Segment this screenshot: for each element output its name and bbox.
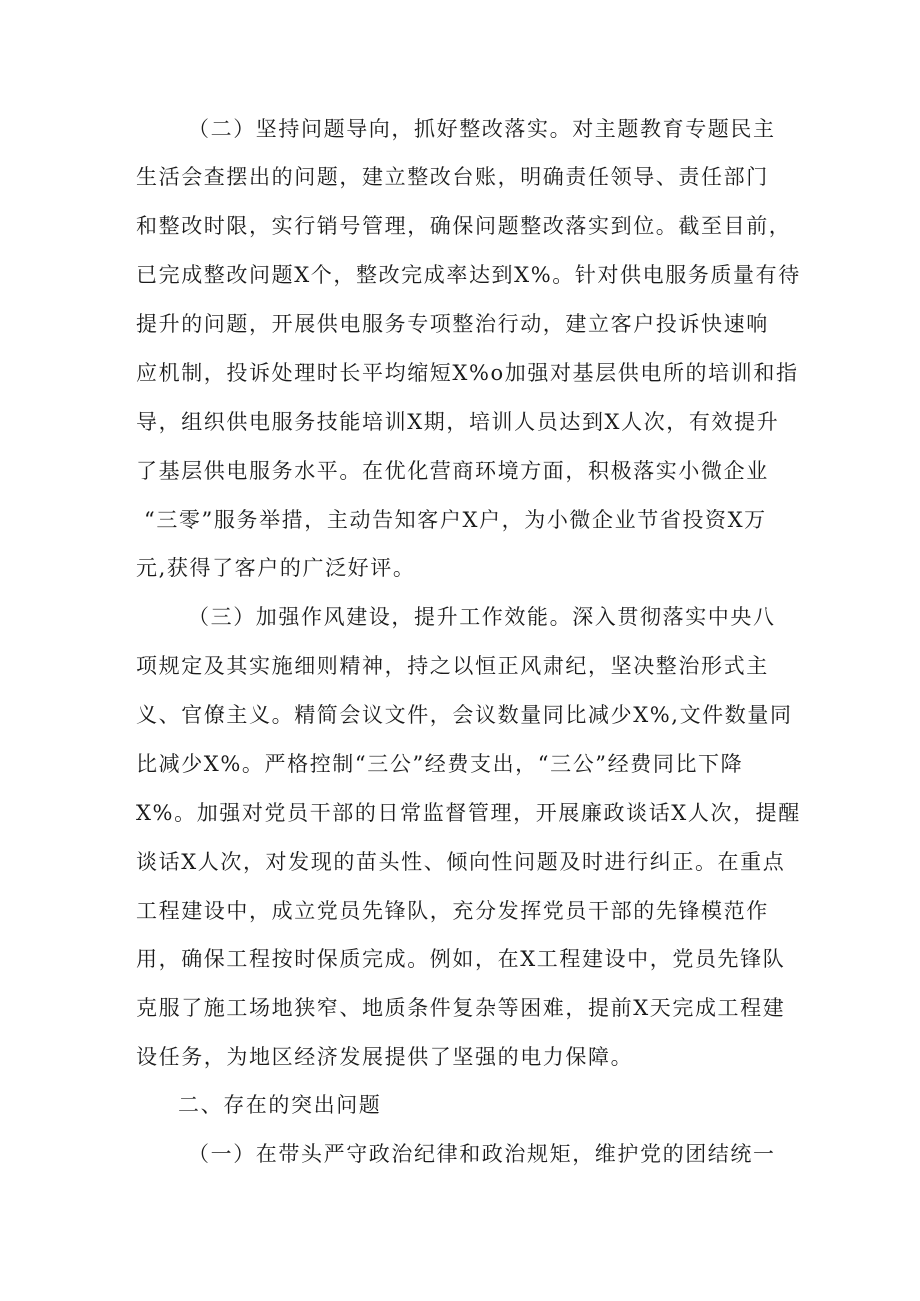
section-heading: 二、存在的突出问题 (178, 1093, 382, 1117)
para3-line-03: 义、官僚主义。精简会议文件，会议数量同比减少X%,文件数量同 (136, 703, 793, 727)
para3-line-09: 克服了施工场地狭窄、地质条件复杂等困难，提前X天完成工程建 (136, 996, 786, 1020)
para2-line-07: 导，组织供电服务技能培训X期，培训人员达到X人次，有效提升 (136, 410, 780, 434)
para2-line-02: 生活会查摆出的问题，建立整改台账，明确责任领导、责任部门 (136, 165, 769, 189)
para2-line-03: 和整改时限，实行销号管理，确保问题整改落实到位。截至目前， (136, 214, 792, 238)
para3-line-08: 用，确保工程按时保质完成。例如，在X工程建设中，党员先锋队 (136, 947, 786, 971)
para3-line-07: 工程建设中，成立党员先锋队，充分发挥党员干部的先锋模范作 (136, 899, 769, 923)
para3-line-02: 项规定及其实施细则精神，持之以恒正风肃纪，坚决整治形式主 (136, 654, 769, 678)
subsection-line-01: （一）在带头严守政治纪律和政治规矩，维护党的团结统一 (188, 1142, 776, 1166)
para2-line-04: 已完成整改问题X个，整改完成率达到X%。针对供电服务质量有待 (136, 263, 801, 287)
para2-line-09: “三零”服务举措，主动告知客户X户，为小微企业节省投资X万 (144, 508, 767, 532)
para2-line-08: 了基层供电服务水平。在优化营商环境方面，积极落实小微企业 (136, 459, 769, 483)
para3-line-01: （三）加强作风建设，提升工作效能。深入贯彻落实中央八 (188, 605, 776, 629)
para2-line-06: 应机制，投诉处理时长平均缩短X%o加强对基层供电所的培训和指 (136, 361, 799, 385)
para3-line-10: 设任务，为地区经济发展提供了坚强的电力保障。 (136, 1045, 634, 1069)
para3-line-05: X%。加强对党员干部的日常监督管理，开展廉政谈话X人次，提醒 (136, 801, 801, 825)
para2-line-10: 元,获得了客户的广泛好评。 (136, 556, 416, 580)
para3-line-06: 谈话X人次，对发现的苗头性、倾向性问题及时进行纠正。在重点 (136, 850, 786, 874)
para2-line-05: 提升的问题，开展供电服务专项整治行动，建立客户投诉快速响 (136, 312, 769, 336)
para3-line-04: 比减少X%。严格控制“三公”经费支出，“三公”经费同比下降 (136, 752, 744, 776)
para2-line-01: （二）坚持问题导向，抓好整改落实。对主题教育专题民主 (188, 117, 776, 141)
